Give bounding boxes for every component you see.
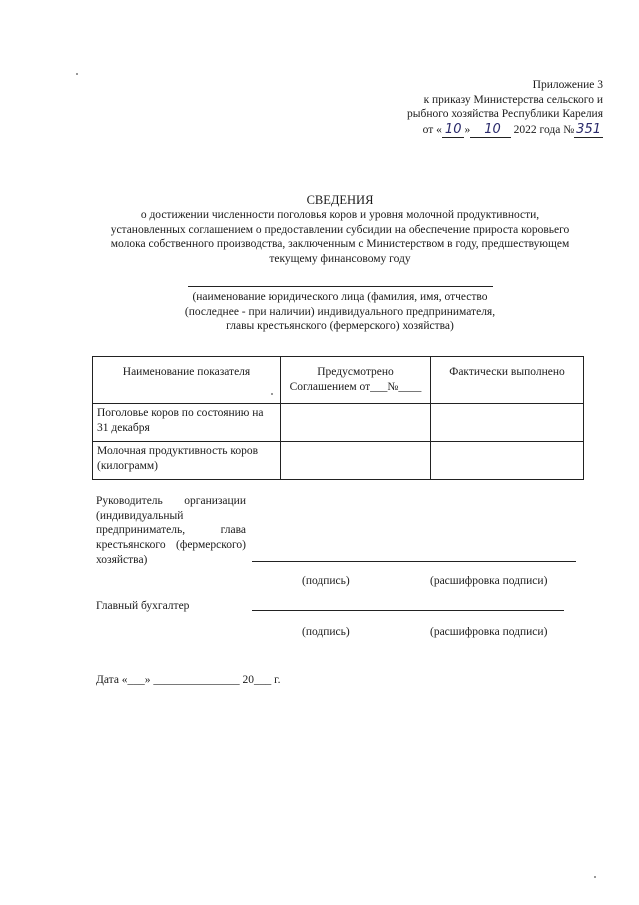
document-title: СВЕДЕНИЯ [306,193,374,207]
indicator-name: Поголовье коров по состоянию на 31 декабря [93,404,281,442]
signature-caption: (подпись) [302,575,350,587]
signature-caption: (подпись) [302,626,350,638]
indicator-name: Молочная продуктивность коров (килограмм) [93,442,281,480]
order-date-line: от « 10 » 10 2022 года № 351 [422,122,601,138]
actual-value-cell[interactable] [431,442,584,480]
scan-speck [271,393,273,395]
scan-speck [76,73,78,75]
appendix-header [303,78,603,139]
title-line: о достижении численности поголовья коров и уровня молочной продуктивности, [140,209,540,221]
org-caption [150,290,530,334]
head-signature-label: Руководитель организации (индивидуальный предприниматель, глава крестьянского (фермерского) хозяйства) [96,495,246,566]
actual-value-cell[interactable] [431,404,584,442]
column-header: Фактически выполнено [431,357,584,404]
planned-value-cell[interactable] [281,442,431,480]
handwritten-number: 351 [576,122,601,138]
appendix-line: к приказу Министерства сельского и [423,93,603,106]
head-signature-line[interactable] [252,561,576,562]
planned-value-cell[interactable] [281,404,431,442]
title-line: установленных соглашением о предоставлении субсидии на обеспечение прироста коровьего [110,223,570,236]
handwritten-day: 10 [442,122,465,138]
transcript-caption: (расшифровка подписи) [430,626,548,638]
column-header: Предусмотрено Соглашением от___№____ [281,357,431,404]
accountant-signature-line[interactable] [252,610,564,611]
column-header: Наименование показателя [93,357,281,404]
caption-line: (последнее - при наличии) индивидуального предпринимателя, [184,305,496,318]
document-title-block [60,192,620,267]
appendix-line: Приложение 3 [532,79,603,91]
table-header-row [93,357,584,404]
table-row [93,442,584,480]
caption-line: главы крестьянского (фермерского) хозяйства) [226,320,454,333]
title-line: молока собственного производства, заключенным с Министерством в году, предшествующем [110,238,570,251]
appendix-line: рыбного хозяйства Республики Карелия [407,108,603,121]
title-line: текущему финансовому году [269,253,411,266]
scan-speck [594,876,596,878]
transcript-caption: (расшифровка подписи) [430,575,548,587]
handwritten-month: 10 [470,122,511,138]
caption-line: (наименование юридического лица (фамилия, имя, отчество [192,291,488,303]
indicators-table [92,356,584,480]
accountant-label: Главный бухгалтер [96,600,190,612]
org-name-line [188,286,493,287]
table-row [93,404,584,442]
date-line: Дата «___» _______________ 20___ г. [96,674,281,686]
